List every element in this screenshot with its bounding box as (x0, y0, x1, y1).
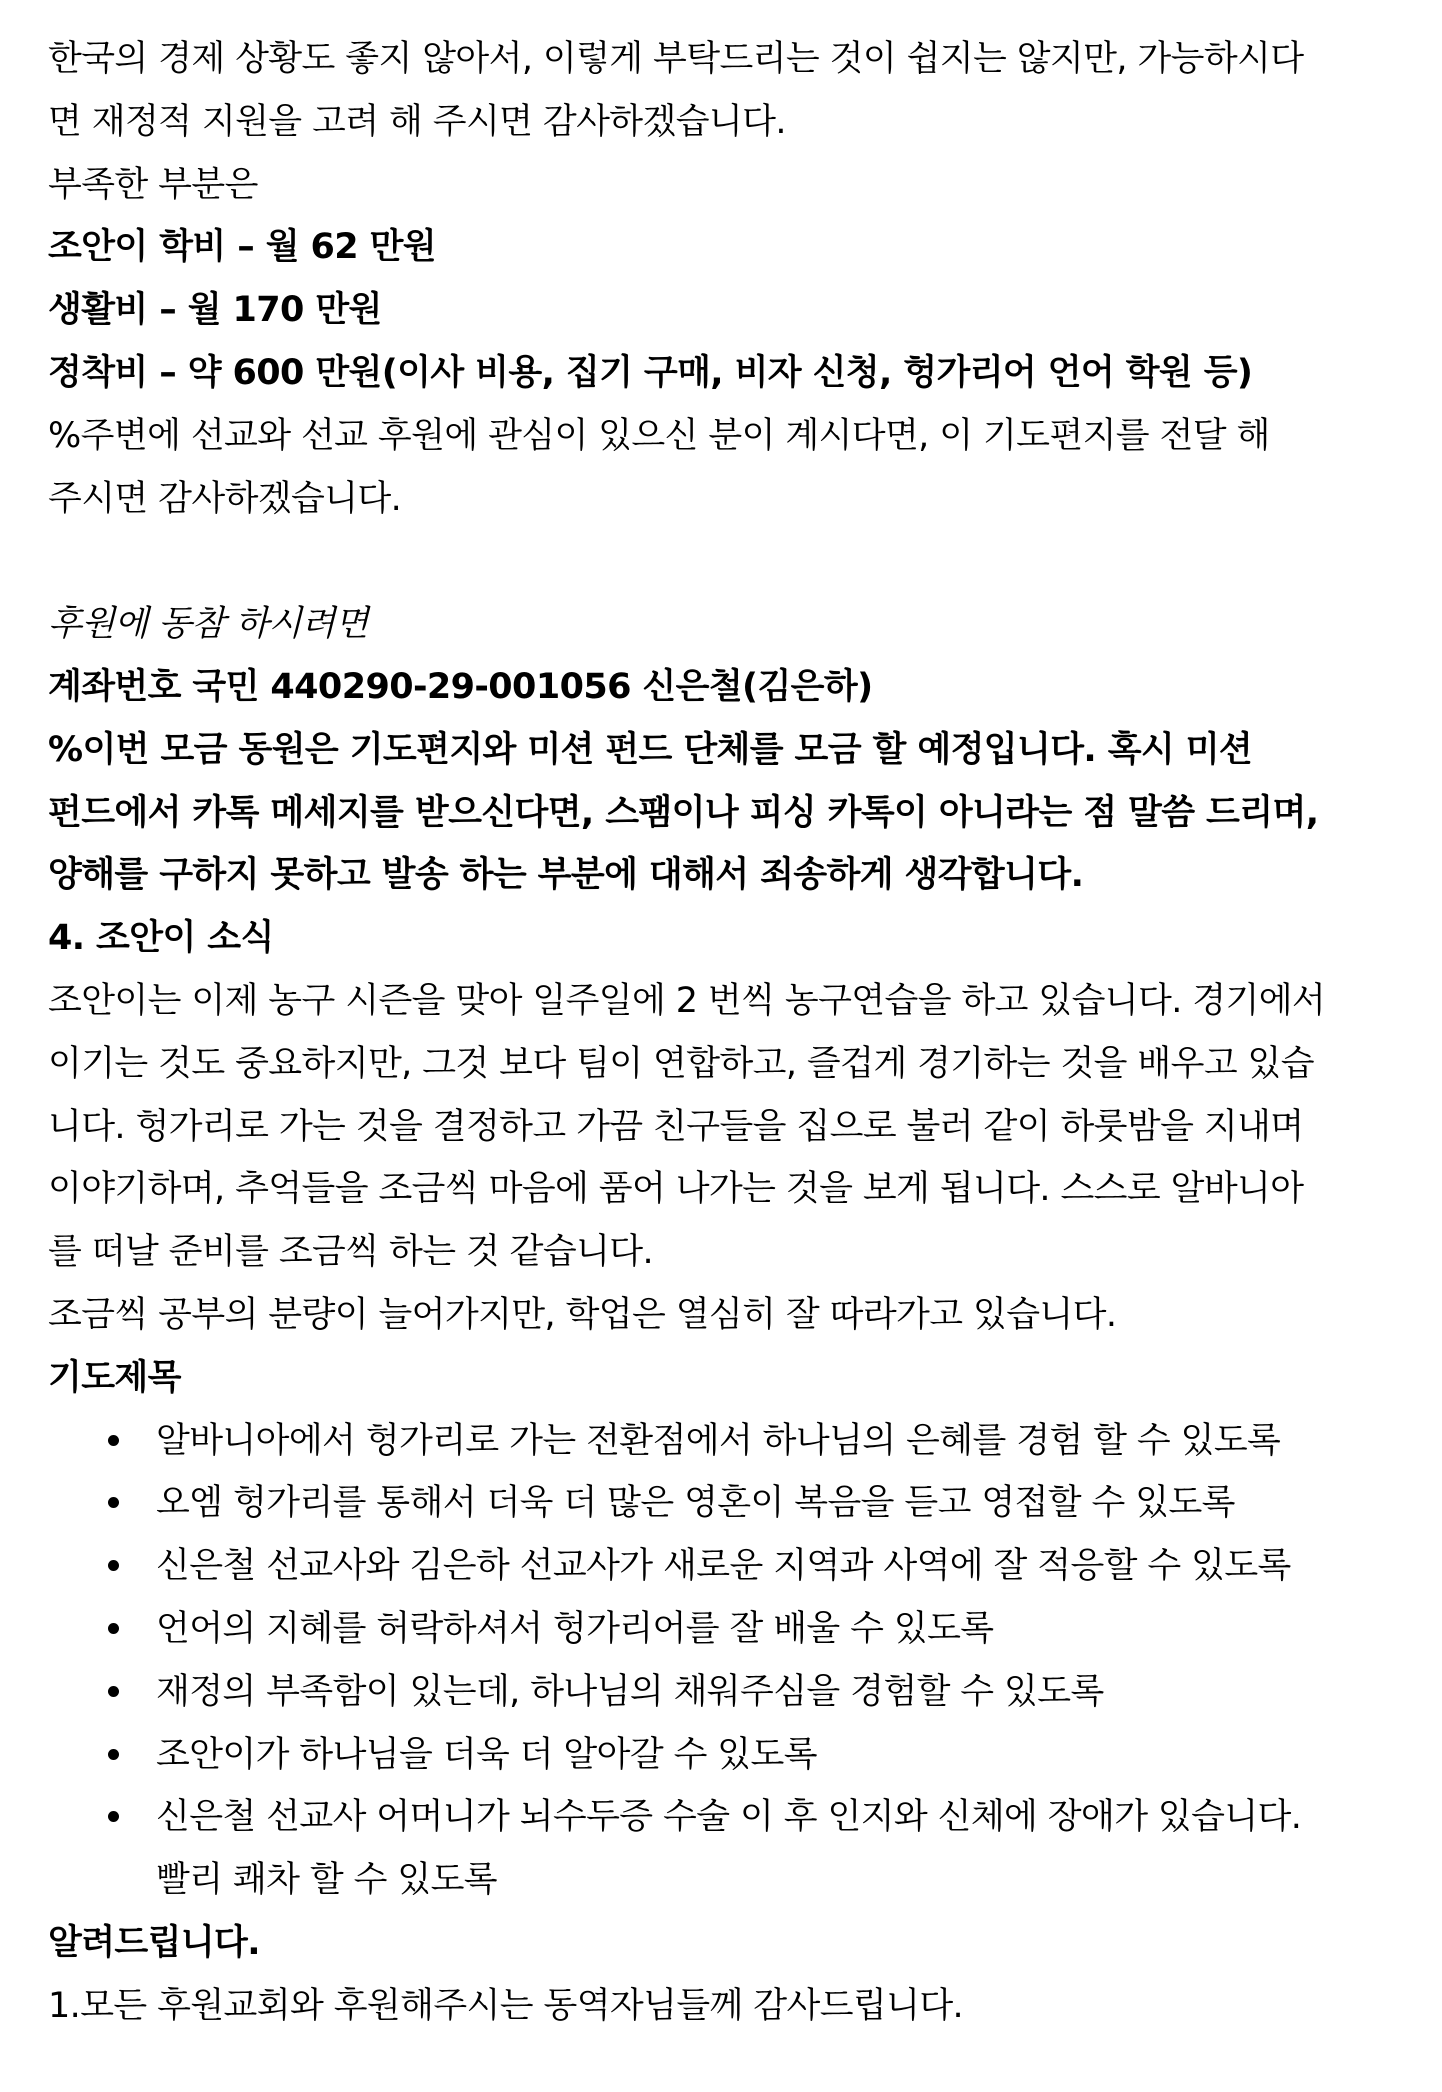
letter-page (48, 28, 1418, 2038)
notice-heading: 알려드립니다. (48, 1922, 260, 1963)
fundraising-notice-line-1: %이번 모금 동원은 기도편지와 미션 펀드 단체를 모금 할 예정입니다. 혹시 미션 (48, 729, 1253, 770)
bullet-icon (108, 1560, 119, 1571)
joan-news-line: 니다. 헝가리로 가는 것을 결정하고 가끔 친구들을 집으로 불러 같이 하룻밤을 지내며 (48, 1106, 1304, 1147)
fundraising-notice-line-2: 펀드에서 카톡 메세지를 받으신다면, 스팸이나 피싱 카톡이 아니라는 점 말씀 드리며, (48, 792, 1319, 833)
bullet-icon (108, 1811, 119, 1822)
bank-account: 계좌번호 국민 440290-29-001056 신은철(김은하) (48, 666, 873, 707)
bullet-icon (108, 1435, 119, 1446)
forward-request-line-1: %주변에 선교와 선교 후원에 관심이 있으신 분이 계시다면, 이 기도편지를 전달 해 (48, 415, 1270, 456)
prayer-item-text: 조안이가 하나님을 더욱 더 알아갈 수 있도록 (156, 1734, 817, 1775)
bullet-icon (108, 1623, 119, 1634)
prayer-item-text: 오엠 헝가리를 통해서 더욱 더 많은 영혼이 복음을 듣고 영접할 수 있도록 (156, 1483, 1235, 1524)
prayer-item (48, 1472, 1418, 1535)
joan-news-line: 조금씩 공부의 분량이 늘어가지만, 학업은 열심히 잘 따라가고 있습니다. (48, 1294, 1117, 1335)
prayer-heading: 기도제목 (48, 1357, 181, 1398)
prayer-item (48, 1724, 1418, 1787)
prayer-item-text: 재정의 부족함이 있는데, 하나님의 채워주심을 경험할 수 있도록 (156, 1671, 1104, 1712)
fundraising-notice-line-3: 양해를 구하지 못하고 발송 하는 부분에 대해서 죄송하게 생각합니다. (48, 855, 1084, 896)
prayer-item-continuation: 빨리 쾌차 할 수 있도록 (156, 1860, 497, 1901)
joan-news-line: 조안이는 이제 농구 시즌을 맞아 일주일에 2 번씩 농구연습을 하고 있습니다. 경기에서 (48, 980, 1326, 1021)
tuition-item: 조안이 학비 – 월 62 만원 (48, 227, 437, 268)
forward-request-line-2: 주시면 감사하겠습니다. (48, 478, 402, 519)
settlement-cost-item: 정착비 – 약 600 만원(이사 비용, 집기 구매, 비자 신청, 헝가리어 언어 학원 등) (48, 352, 1253, 393)
prayer-item (48, 1410, 1418, 1473)
prayer-item (48, 1535, 1418, 1598)
living-cost-item: 생활비 – 월 170 만원 (48, 290, 382, 331)
bullet-icon (108, 1497, 119, 1508)
joan-news-line: 이기는 것도 중요하지만, 그것 보다 팀이 연합하고, 즐겁게 경기하는 것을 배우고 있습 (48, 1043, 1314, 1084)
prayer-item-text: 알바니아에서 헝가리로 가는 전환점에서 하나님의 은혜를 경험 할 수 있도록 (156, 1420, 1281, 1461)
prayer-item-text: 언어의 지혜를 허락하셔서 헝가리어를 잘 배울 수 있도록 (156, 1608, 994, 1649)
prayer-item (48, 1598, 1418, 1661)
bullet-icon (108, 1686, 119, 1697)
prayer-item (48, 1786, 1418, 1849)
intro-line-1: 한국의 경제 상황도 좋지 않아서, 이렇게 부탁드리는 것이 쉽지는 않지만, 가능하시다 (48, 39, 1304, 79)
intro-line-2: 면 재정적 지원을 고려 해 주시면 감사하겠습니다. (48, 101, 786, 142)
prayer-item (48, 1661, 1418, 1724)
bullet-icon (108, 1749, 119, 1760)
paragraph-gap (48, 530, 1418, 593)
support-heading: 후원에 동참 하시려면 (48, 604, 368, 645)
joan-news-heading: 4. 조안이 소식 (48, 918, 274, 959)
joan-news-line: 이야기하며, 추억들을 조금씩 마음에 품어 나가는 것을 보게 됩니다. 스스로 알바니아 (48, 1169, 1304, 1210)
joan-news-line: 를 떠날 준비를 조금씩 하는 것 같습니다. (48, 1232, 654, 1273)
notice-item-1: 1.모든 후원교회와 후원해주시는 동역자님들께 감사드립니다. (48, 1985, 964, 2026)
prayer-item-text: 신은철 선교사와 김은하 선교사가 새로운 지역과 사역에 잘 적응할 수 있도록 (156, 1546, 1291, 1587)
prayer-item-text: 신은철 선교사 어머니가 뇌수두증 수술 이 후 인지와 신체에 장애가 있습니다. (156, 1797, 1302, 1838)
shortfall-label: 부족한 부분은 (48, 164, 258, 205)
